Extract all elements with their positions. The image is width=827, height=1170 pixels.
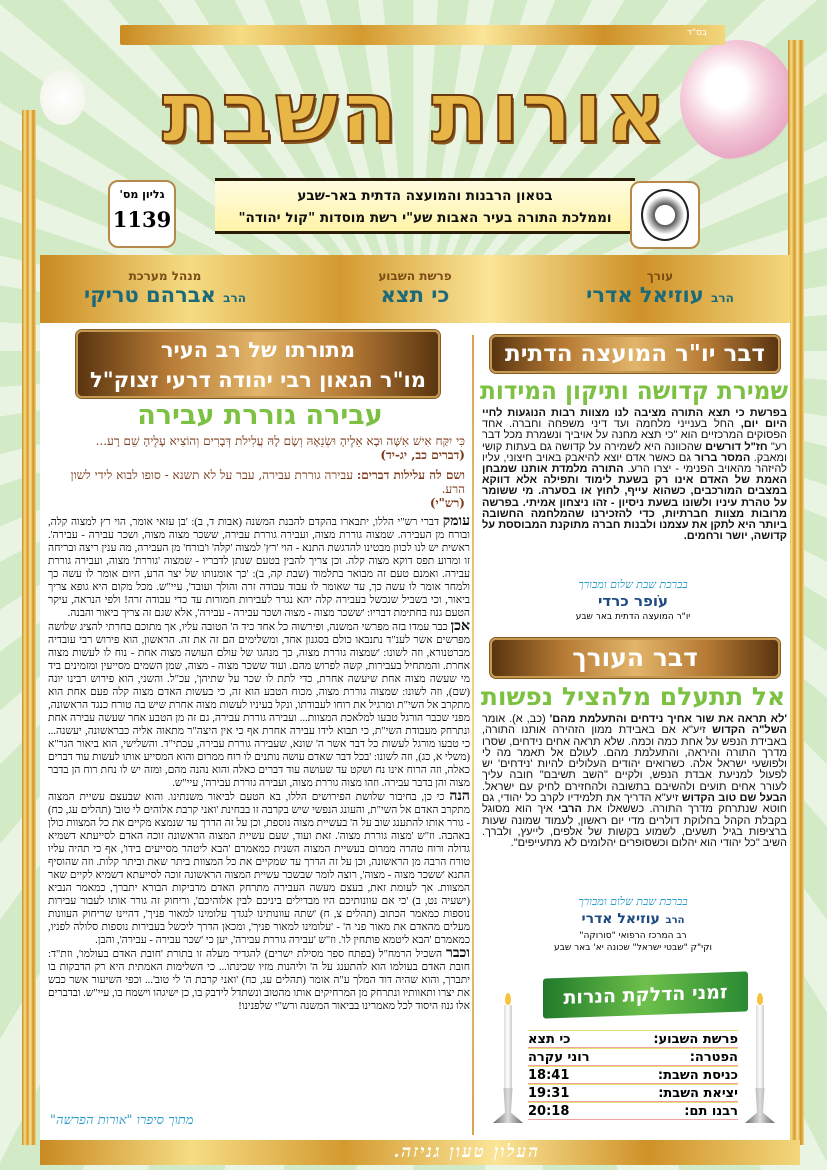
footer-band (40, 1140, 800, 1165)
top-banner (120, 25, 725, 45)
bold-text: הרבי (558, 803, 582, 816)
body-text: (כב, א). אומר (482, 713, 550, 725)
credit-name: עוזיאל אדרי (586, 283, 704, 307)
signer-name: עוזיאל אדרי (581, 911, 660, 927)
credit-manager (55, 269, 275, 307)
rashi-text: עבירה גוררת עבירה, עבר על לא תשנא - סופו לבוא לידי לשון הרע. (70, 468, 465, 496)
right-article-title-2 (478, 682, 788, 712)
row-value: 19:31 (528, 1086, 570, 1101)
credit-parasha (305, 269, 525, 307)
left-header-box (76, 330, 440, 398)
left-header-line-2: מו"ר הגאון רבי יהודה דרעי זצוק"ל (90, 368, 426, 392)
candle-flame-icon (505, 993, 511, 1005)
right-header-2-text: דבר העורך (572, 643, 698, 672)
paragraph-text: דברי רש"י הללו, יתבארו בהקדם להבנת המשנה (אבות ד, ב): 'בן עזאי אומר, הוי רץ למצוה קלה, ובורח מן העבירה. שמצוה גוררת מצוה, ועבירה גוררת עבירה, ששכר מצוה מצוה, ושכר עבירה - עבירה'. ראשית יש לנו לכוון מבטינו להדגשת התנא - הוי 'רץ' למצוה 'קלה' ו'בורח' מן העבירה, מה ענין ריצה ובריחה זו ומדוע תפס דוקא מצוה קלה. וכן צריך להבין בטעם שנתן לדבריו - שמצוה 'גוררת' מצוה, ועבירה גוררת עבירה. ואמנם טעם זה מבואר בתלמוד (שבת קה, ב): 'כך אומנותו של יצר הרע, היום אומר לו עשה כך ולמחר אומר לו עשה כך, עד שאומר לו עבוד עבודה זרה והולך ועובד', עיי"ש. מכל מקום היא גופא צריך ביאור, וכי בשביל שנכשל בעבירה קלה יהא נגרר לעבירות חמורות עד כדי עבודה זרה! ולפי הנראה, עיקר הטעם גנוז בחתימת דבריו: 'ששכר מצוה - מצוה ושכר עבירה - עבירה', אלא שגם זה צריך ביאור והבנה. (48, 517, 470, 619)
right-article-title-1-text: שמירת קדושה ותיקון המידות (479, 376, 788, 405)
body-text: החל בענייני מלחמה ועד דיני משפחה וחברה. אחד הפסוקים המרכזיים הוא "כי תצא מחנה על אויביך ונשמרת מכל דבר רע" (482, 418, 788, 453)
flower-decoration-right (680, 40, 795, 160)
newsletter-title-text: אורות השבת (161, 63, 669, 161)
subtitle-banner (215, 178, 635, 234)
paragraph-lead: הנה (449, 789, 470, 804)
paragraph-text: השכיל הרמח"ל (בפתח ספר מסילת ישרים) להגדיר מעלה זו בתורת 'חובת האדם בעולמו', וזת"ד: חובת האדם בעולמו הוא להתענג על ה' וליהנות מזיו שכינתו... כי השלימות האמתית היא רק הדבקות בו יתברך, והוא שהיה דוד המלך ע"ה אומר (תהלים עג, כח) 'ואני קרבת ה' לי טוב'... וכפי השיעור אשר כבש את יצרו ותאוותיו ונתרחק מן המרחיקים אותו מהטוב ונשתדל לידבק בו, כן ישיגהו וישמח בו, עיי"ש. ובדברים אלו גנוז היסוד לכל מאמרינו בביאור המשנה ורש"י שלפנינו! (48, 949, 470, 1012)
bold-text: הבעל שם טוב הקדוש (681, 792, 787, 805)
candle-flame-icon (757, 993, 763, 1005)
table-row (528, 1066, 738, 1084)
row-label: יציאת השבת: (658, 1086, 738, 1101)
blessing-text: בברכת שבת שלום ומבורך (578, 895, 688, 908)
row-label: פרשת השבוע: (653, 1032, 738, 1047)
right-signature-2 (483, 894, 783, 954)
candle-icon (756, 1005, 764, 1090)
newsletter-title (150, 62, 680, 162)
bsd-label: בס"ד (686, 28, 707, 38)
right-article-body-1 (482, 408, 787, 574)
left-article-title (60, 400, 460, 432)
footer-text: העלון טעון גניזה. (393, 1142, 540, 1162)
row-value: רוני עקרה (528, 1050, 590, 1065)
paragraph (48, 620, 470, 790)
signer-role: וקי"ק "שבטי ישראל" שכונה יא' באר שבע (554, 943, 712, 953)
row-value: 20:18 (528, 1104, 570, 1119)
table-row (528, 1084, 738, 1102)
column-divider (472, 335, 474, 1135)
signer-prefix: הרב (665, 915, 685, 926)
paragraph (48, 515, 470, 620)
row-label: רבנו תם: (684, 1104, 738, 1119)
body-text: זיע"א אם באבידת ממון הזהירה אותנו התורה, באבידת הנפש על אחת כמה וכמה. שלא תראה אחים נידחים, שסרו מדרך התורה והיראה, והתעלמת מהם. לעולם אל תאמר מה לי ולפושעי ישראל אלה. כשרואים יהודים העלולים להיות 'נידחים' יש לפעול למניעת אבדת הנפש, ולקיים "השב תשיבם" חובה עליך לעורר אחים תועים ולהשיבם בתשובה ולהחזירם לחיק עם ישראל. (482, 724, 787, 793)
signer-role: יו"ר המועצה הדתית באר שבע (575, 612, 691, 622)
blessing-text: בברכת שבת שלום ומבורך (578, 578, 688, 591)
left-header-line-1: מתורתו של רב העיר (160, 338, 356, 362)
right-article-title-1 (478, 376, 788, 406)
credit-prefix: הרב (711, 291, 734, 305)
right-header-1-text: דבר יו"ר המועצה הדתית (505, 341, 765, 367)
credit-role: מנהל מערכת (128, 269, 202, 283)
paragraph-text: כי כן, בחיבור שלושת הפירושים הללו, בא הטעם לביאור משנתינו. והוא שבעצם עשיית המצוה מתקרב האדם אל השי"ת, והעונג הנפשי שיש בקרבה זו בבחינת 'ואני קרבת אלוהים לי טוב' (תהלים עג, כח) - גורר אותו להתענג שוב על ה' בעשיית מצוה נוספת, וכן על זה הדרך עד שנמצא מקיים את כל המצוות כולן באהבה. וז"ש 'מצוה גוררת מצוה'. זאת ועוד, שעם עשיית המצוה הראשונה זוכה האדם לסייעתא דשמיא גדולה ורוח טהרה ממרום בעשיית המצוה השנית כמאמרם 'הבא ליטהר מסייעים בידו', אף כי תהיה עליו טורח הרבה מן הראשונה, וכן על זה הדרך עד שמקיים את כל המצוות ביתר שאת וביתר קלות. וזה שהוסיף התנא 'ששכר מצוה - מצוה', רוצה לומר שבשכר עשיית המצוה הראשונה זוכה לסייעתא דשמיא לקיים שאר המצוות. אך לעומת זאת, בעצם מעשה העבירה מתרחק האדם מדביקות הבורא יתברך, כמאמר הנביא (ישעיה נט, ב) 'כי אם עוונותיכם היו מבדילים ביניכם לבין אלוהיכם', וריחוק זה גורר אותו לעבור עבירות נוספות כמאמר הכתוב (תהלים צ, ח) 'שתה עוונותינו לנגדך עלומינו למאור פניך', דהיינו שריחוק העוונות מעלים מהאדם את מאור פני ה' - 'עלומינו למאור פניך', ומכאן הדרך ליכשל בעבירות נוספות סלולה לפניו, כמאמרם 'הבא ליטמא פותחין לו'. וז"ש 'עבירה גוררת עבירה', יען כי 'שכר עבירה - עבירה', והבן. (48, 792, 470, 946)
right-header-box-2 (490, 638, 780, 678)
credit-name: כי תצא (380, 283, 450, 307)
candle-icon (504, 1005, 512, 1090)
organization-logo (630, 181, 700, 249)
paragraph (48, 790, 470, 947)
flower-decoration-left (40, 70, 85, 125)
body-text: איך הוא מסוגל בקבלת הקהל בחלוקת דולרים מדי יום ראשון, לעמוד שמונה שעות ברציפות בגיל תשעים, לשמוע בקשות של אלפים, לייעץ, ולברך. השיב "כל יהודי הוא יהלום וכשסופרים יהלומים לא מתעייפים". (482, 803, 787, 850)
verse-source: (דברים כב, יג-יד) (380, 448, 465, 462)
paragraph-lead: וכבר (445, 946, 470, 961)
verse-text: כִּי יִקַּח אִישׁ אִשָּׁה וּבָא אֵלֶיהָ וּשְׂנֵאָהּ וְשָׂם לָהּ עֲלִילֹת דְּבָרִים וְהוֹצִיא עָלֶיהָ שֵׁם רָע... (95, 434, 465, 448)
table-row (528, 1102, 738, 1120)
left-article-title-text: עבירה גוררת עבירה (137, 400, 383, 431)
paragraph-lead: עומק (442, 514, 470, 529)
right-article-title-2-text: אל תתעלם מלהציל נפשות (480, 682, 786, 711)
credit-role: פרשת השבוע (378, 269, 452, 283)
credit-name: אברהם טריקי (84, 283, 216, 307)
row-label: כניסת השבת: (657, 1068, 738, 1083)
paragraph-lead: אכן (450, 619, 470, 634)
credit-editor (550, 269, 770, 307)
body-text: גם כאשר אדם יוצא להיאבק באויב חיצוני, עליו להיזהר מהאויב הפנימי - יצרו הרע. (482, 451, 787, 476)
subtitle-line-1: בטאון הרבנות והמועצה הדתית באר-שבע (297, 188, 553, 204)
right-article-body-2 (482, 714, 787, 890)
row-value: 18:41 (528, 1068, 570, 1083)
bold-text: השל"ה הקדוש (712, 724, 787, 737)
logo-emblem-icon (641, 189, 689, 241)
table-row (528, 1030, 738, 1048)
body-text: שהכוונה היא לשמירה על קדושה גם בעתות קושי ומאבק. (482, 440, 787, 464)
credit-role: עורך (646, 269, 674, 283)
table-row (528, 1048, 738, 1066)
subtitle-line-2: וממלכת התורה בעיר האבות שע"י רשת מוסדות "קול יהודה" (238, 210, 612, 226)
verse-quote (60, 434, 465, 510)
gold-frame-right (788, 40, 804, 1145)
rashi-quote (60, 468, 465, 496)
issue-label: גליון מס' (119, 188, 165, 201)
row-value: כי תצא (528, 1032, 571, 1047)
signer-name: עֹופר כרדי (597, 592, 669, 610)
gold-frame-left (22, 110, 36, 1145)
body-text: זיע"א הדריך את תלמידיו לקרב כל יהודי, גם חוטא שנתרחק מדרך התורה. כששאלו את (482, 792, 787, 816)
right-signature-1 (483, 577, 783, 623)
candle-lighting-title (543, 971, 748, 1018)
paragraph (48, 947, 470, 1013)
credits-band (40, 255, 790, 323)
rashi-source: (רש"י) (429, 496, 465, 510)
bold-text: בפרשת כי תצא התורה מציבה לנו מצוות רבות הנוגעות לחיי היום יום, (482, 407, 787, 431)
signer-role: רב המרכז הרפואי "סורוקה" (579, 931, 687, 941)
left-signature: מתוך סיפרו "אורות הפרשה" (50, 1113, 194, 1128)
bold-text: התורה מלמדת אותנו שמבחן האמת של האדם אינו רק בשעת לימוד ותפילה אלא דווקא במצבים המורכבים, כשהוא עייף, לחוץ או בסערה. מי ששומר על טהרת עיניו ולשונו בשעת ניסיון - זהו ניצחון אמיתי. בפרשה מרובות מצוות חברתיות, כדי להזכירנו שהמלחמה החשובה ביותר היא לתקן את עצמנו ולבנות חברה מתוקנת המבוססת על קדושה, יושר ורחמים. (482, 463, 787, 543)
candle-times-table (528, 1030, 738, 1120)
left-article-body (48, 515, 470, 1108)
candle-lighting-title-text: זמני הדלקת הנרות (563, 981, 728, 1009)
row-label: הפטרה: (689, 1050, 738, 1065)
issue-box (108, 180, 176, 248)
credit-prefix: הרב (223, 291, 246, 305)
right-header-box-1 (490, 335, 780, 373)
paragraph-text: כבר עמדו בזה מפרשי המשנה, ופירשוה כל אחד כיד ה' הטובה עליו, אך מתוכם בחרתי להציג שלושה מפרשים אשר לענ"ד נתנבאו כולם בסגנון אחד, ומשלימים הם זה את זה. הראשון, הוא פירוש רבי עובדיה מברטנורא, וזה לשונו: 'שמצוה גוררת מצוה, כך מנהגו של עולם העושה מצוה אחת - נוח לו לעשות מצוה אחרת. והמתחיל בעבירות, קשה לפרוש מהם. ועוד ששכר מצוה - מצוה, שמן השמים מסייעין ומזמינים ביד מי שעשה מצוה אחת שיעשה אחרת, כדי לתת לו שכר על שתיהן', עכ"ל. והשני, הוא פירוש רבינו יונה (שם), וזה לשונו: שמצוה גוררת מצוה, מכוח הטבע הוא זה, כי בעשות האדם מצוה קלה פעם אחת הוא מתקרב אל השי"ת ומרגיל את רוחו לעבודתו, ונקל בעיניו לעשות מצוה אחרת שיש בה טורח כנגד הראשונה, מפני שכבר הורגל טבעו למלאכת המצוות... ועבירה גוררת עבירה, גם זה מן הטבע אחר שעשה עבירה אחת ונתרחק מעבודת השי"ת, כי תבוא לידו עבירה אחרת אף כי אין היצה"ר מתאוה אליה כבראשונה, יעשנה... כי טבעו מורגל לעשות כל דבר אשר ה' שונא, שעבירה גוררת עבירה, עכתי"ד. והשלישי, הוא ביאור הגר"א (משלי א, כג), וזה לשונו: 'בכל דבר שאדם עושה נותנים לו רוח ממרום והוא המסייע אותו לעשות עוד דברים כאלה, וזה הרוח אינו נח ושקט עד שעושה עוד דברים כאלה והוא נהנה מהם, ומזה יש לו נחת רוח הן בדבר מצוה והן בדבר עבירה. וזהו מצוה גוררת מצוה, ועבירה גוררת עבירה', עיי"ש. (48, 622, 470, 789)
bold-text: המסר ברור (694, 451, 751, 464)
bold-text: 'לא תראה את שור אחיך נידחים והתעלמת מהם' (549, 713, 787, 725)
issue-number: 1139 (112, 207, 172, 232)
rashi-lead: ושם לה עלילות דברים: (356, 468, 465, 482)
bold-text: חז"ל דורשים (705, 440, 768, 453)
